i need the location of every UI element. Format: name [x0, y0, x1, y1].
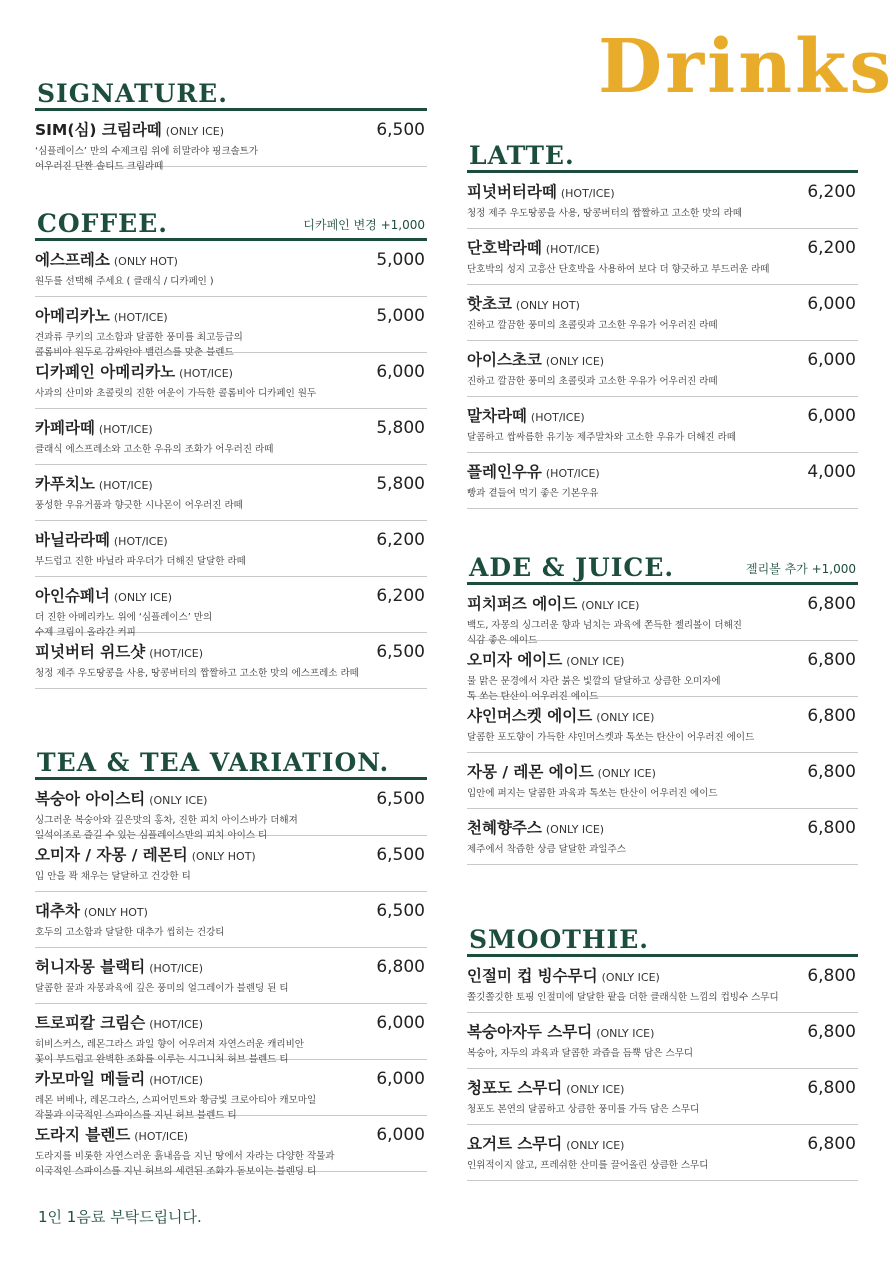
- item-price: 6,500: [376, 845, 425, 865]
- item-price: 6,800: [807, 1134, 856, 1154]
- menu-item: [35, 1004, 427, 1065]
- item-description-line: 일석이조로 즐길 수 있는 심플레이스만의 피치 아이스 티: [35, 830, 268, 841]
- section-header: [35, 68, 427, 111]
- menu-item: [467, 809, 858, 865]
- item-temperature: (ONLY ICE): [566, 1139, 625, 1152]
- item-description-line: 복숭아, 자두의 과육과 달콤한 과즙을 듬뿍 담은 스무디: [467, 1048, 694, 1059]
- item-temperature: (ONLY ICE): [545, 355, 605, 368]
- item-description-line: 입 안을 꽉 채우는 달달하고 건강한 티: [35, 871, 191, 882]
- menu-item: [35, 948, 427, 1004]
- item-name-text: 자몽 / 레몬 에이드: [467, 763, 594, 781]
- section-tea-tea-variation: [35, 732, 427, 1177]
- section-title: SMOOTHIE.: [469, 925, 649, 954]
- section-header: [467, 914, 858, 957]
- page-title: Drinks: [598, 24, 895, 110]
- item-description-line: 이국적인 스파이스를 지닌 허브의 세련된 조화가 돋보이는 블렌딩 티: [35, 1166, 317, 1177]
- item-name-text: 말차라떼: [467, 407, 527, 425]
- item-description-line: 클래식 에스프레소와 고소한 우유의 조화가 어우러진 라떼: [35, 444, 274, 455]
- item-name: [467, 595, 639, 614]
- item-temperature: (HOT/ICE): [149, 1074, 204, 1087]
- item-temperature: (ONLY ICE): [165, 125, 225, 138]
- item-temperature: (HOT/ICE): [149, 962, 204, 975]
- item-description-line: 견과류 쿠키의 고소함과 달콤한 풍미를 최고등급의: [35, 332, 243, 343]
- item-temperature: (HOT/ICE): [179, 367, 233, 380]
- item-price: 6,000: [807, 350, 856, 370]
- item-description-line: 입안에 퍼지는 달콤한 과육과 톡쏘는 탄산이 어우러진 에이드: [467, 788, 718, 799]
- item-name-text: 피넛버터 위드샷: [35, 643, 146, 661]
- menu-item: [467, 585, 858, 646]
- item-description: [467, 486, 818, 501]
- item-description: [467, 1102, 818, 1117]
- menu-item: [467, 173, 858, 229]
- item-description-line: 사과의 산미와 초콜릿의 진한 여운이 가득한 콜롬비아 디카페인 원두: [35, 388, 317, 399]
- item-description: [467, 1158, 818, 1173]
- menu-item: [35, 353, 427, 409]
- section-signature: [35, 68, 427, 172]
- item-description-line: 더 진한 아메리카노 위에 ‘심플레이스’ 만의: [35, 612, 213, 623]
- item-description: [467, 430, 818, 445]
- item-description: [35, 386, 387, 401]
- item-description-line: 쫄깃쫄깃한 토핑 인절미에 달달한 팥을 더한 클래식한 느낌의 컵빙수 스무디: [467, 992, 779, 1003]
- item-name: [35, 121, 224, 140]
- section-smoothie: [467, 914, 858, 1181]
- item-name-text: 복숭아자두 스무디: [467, 1023, 593, 1041]
- item-temperature: (HOT/ICE): [530, 411, 585, 424]
- item-description: [467, 1046, 818, 1061]
- item-description: [35, 869, 387, 884]
- item-description-line: 꽃이 부드럽고 완벽한 조화를 이루는 시그니처 허브 블렌드 티: [35, 1054, 289, 1065]
- item-price: 6,200: [376, 586, 425, 606]
- section-header: [467, 128, 858, 173]
- item-description-line: 레몬 버베나, 레몬그라스, 스피어민트와 황금빛 크로아티아 캐모마일: [35, 1095, 317, 1106]
- item-name-text: 천혜향주스: [467, 819, 542, 837]
- item-price: 6,800: [807, 762, 856, 782]
- menu-item: [35, 241, 427, 297]
- item-price: 6,500: [376, 120, 425, 140]
- item-name: [467, 1135, 624, 1154]
- section-header: [467, 542, 858, 585]
- menu-item: [467, 1069, 858, 1125]
- item-description-line: 식감 좋은 에이드: [467, 635, 538, 646]
- item-temperature: (HOT/ICE): [113, 535, 168, 548]
- item-name: [35, 363, 233, 382]
- item-price: 6,000: [807, 294, 856, 314]
- item-name: [35, 587, 172, 606]
- item-description-line: 수제 크림이 올라간 커피: [35, 627, 136, 638]
- item-name-text: 요거트 스무디: [467, 1135, 563, 1153]
- menu-item: [467, 697, 858, 753]
- item-description: [35, 666, 387, 681]
- item-description-line: 어우러진 단짠 솔티드 크림라떼: [35, 161, 164, 172]
- item-description-line: 풍성한 우유거품과 향긋한 시나몬이 어우러진 라떼: [35, 500, 243, 511]
- item-name-text: 대추차: [35, 902, 80, 920]
- item-temperature: (ONLY ICE): [597, 767, 656, 780]
- menu-item: [35, 836, 427, 892]
- item-price: 6,200: [376, 530, 425, 550]
- menu-item: [467, 453, 858, 509]
- menu-item: [35, 521, 427, 577]
- item-price: 6,000: [376, 1125, 425, 1145]
- item-temperature: (HOT/ICE): [149, 647, 204, 660]
- item-name: [35, 419, 153, 438]
- item-name: [35, 902, 148, 921]
- menu-item: [467, 957, 858, 1013]
- item-description: [467, 374, 818, 389]
- section-title: ADE & JUICE.: [469, 553, 675, 582]
- item-name-text: 도라지 블렌드: [35, 1126, 131, 1144]
- item-description: [467, 262, 818, 277]
- item-description-line: 청정 제주 우도땅콩을 사용, 땅콩버터의 짭짤하고 고소한 맛의 에스프레소 라떼: [35, 668, 359, 679]
- item-description-line: ‘심플레이스’ 만의 수제크림 위에 히말라야 핑크솔트가: [35, 146, 259, 157]
- item-price: 5,800: [376, 418, 425, 438]
- item-temperature: (ONLY ICE): [545, 823, 605, 836]
- item-name: [35, 846, 256, 865]
- item-name: [467, 651, 624, 670]
- item-name-text: SIM(심) 크림라떼: [35, 121, 162, 139]
- item-temperature: (ONLY HOT): [83, 906, 148, 919]
- menu-item: [467, 229, 858, 285]
- item-description: [35, 1149, 387, 1179]
- item-name-text: 아이스초코: [467, 351, 542, 369]
- item-description: [467, 318, 818, 333]
- menu-item: [35, 1060, 427, 1121]
- menu-item: [467, 1125, 858, 1181]
- section-header: [35, 732, 427, 780]
- item-price: 6,200: [807, 182, 856, 202]
- item-name: [35, 643, 203, 662]
- item-name: [467, 351, 604, 370]
- item-description: [35, 442, 387, 457]
- menu-item: [35, 465, 427, 521]
- item-name: [35, 1014, 203, 1033]
- section-title: COFFEE.: [37, 209, 168, 238]
- menu-item: [467, 1013, 858, 1069]
- item-price: 6,800: [376, 957, 425, 977]
- item-name: [467, 295, 580, 314]
- item-name: [467, 1079, 624, 1098]
- item-name-text: 오미자 에이드: [467, 651, 563, 669]
- item-price: 6,500: [376, 642, 425, 662]
- item-name-text: 단호박라떼: [467, 239, 542, 257]
- item-description-line: 호두의 고소함과 달달한 대추가 씹히는 건강티: [35, 927, 225, 938]
- item-name-text: 카푸치노: [35, 475, 95, 493]
- item-description-line: 싱그러운 복숭아와 깊은맛의 홍차, 진한 피치 아이스바가 더해져: [35, 815, 298, 826]
- item-temperature: (HOT/ICE): [545, 467, 600, 480]
- item-name: [35, 307, 168, 326]
- item-description-line: 빵과 곁들여 먹기 좋은 기본우유: [467, 488, 599, 499]
- item-name: [467, 183, 615, 202]
- item-temperature: (ONLY ICE): [596, 711, 655, 724]
- item-price: 5,000: [376, 250, 425, 270]
- menu-item: [467, 341, 858, 397]
- item-price: 6,200: [807, 238, 856, 258]
- menu-item: [35, 297, 427, 358]
- item-description-line: 제주에서 착즙한 상큼 달달한 과일주스: [467, 844, 626, 855]
- item-temperature: (HOT/ICE): [560, 187, 615, 200]
- item-name: [467, 707, 654, 726]
- item-description-line: 원두를 선택해 주세요 ( 클래식 / 디카페인 ): [35, 276, 214, 287]
- item-name-text: 아메리카노: [35, 307, 110, 325]
- item-temperature: (ONLY HOT): [191, 850, 256, 863]
- item-name-text: 청포도 스무디: [467, 1079, 563, 1097]
- menu-item: [35, 633, 427, 689]
- item-price: 5,800: [376, 474, 425, 494]
- item-name: [35, 1070, 203, 1089]
- item-temperature: (ONLY ICE): [566, 1083, 625, 1096]
- item-temperature: (ONLY ICE): [149, 794, 208, 807]
- item-description-line: 청정 제주 우도땅콩을 사용, 땅콩버터의 짭짤하고 고소한 맛의 라떼: [467, 208, 742, 219]
- item-description-line: 달콤한 꿀과 자몽과육에 깊은 풍미의 얼그레이가 블렌딩 된 티: [35, 983, 289, 994]
- item-description-line: 인위적이지 않고, 프레쉬한 산미를 끌어올린 상큼한 스무디: [467, 1160, 709, 1171]
- item-temperature: (HOT/ICE): [98, 479, 153, 492]
- item-description-line: 히비스커스, 레몬그라스 과일 향이 어우러져 자연스러운 캐리비안: [35, 1039, 304, 1050]
- item-price: 5,000: [376, 306, 425, 326]
- menu-item: [35, 1116, 427, 1177]
- item-temperature: (HOT/ICE): [98, 423, 153, 436]
- item-description: [467, 730, 818, 745]
- section-title: TEA & TEA VARIATION.: [37, 748, 390, 777]
- item-temperature: (ONLY HOT): [113, 255, 178, 268]
- item-temperature: (HOT/ICE): [134, 1130, 189, 1143]
- item-description-line: 물 맑은 문경에서 자란 붉은 빛깔의 달달하고 상큼한 오미자에: [467, 676, 721, 687]
- item-price: 6,800: [807, 650, 856, 670]
- item-name: [467, 463, 600, 482]
- item-description-line: 달콤한 포도향이 가득한 샤인머스켓과 톡쏘는 탄산이 어우러진 에이드: [467, 732, 755, 743]
- item-name: [467, 239, 600, 258]
- section-note: 디카페인 변경 +1,000: [303, 218, 425, 232]
- item-description-line: 단호박의 성지 고흥산 단호박을 사용하여 보다 더 향긋하고 부드러운 라떼: [467, 264, 770, 275]
- item-name-text: 에스프레소: [35, 251, 110, 269]
- item-name-text: 카페라떼: [35, 419, 95, 437]
- item-name-text: 복숭아 아이스티: [35, 790, 146, 808]
- item-description: [467, 842, 818, 857]
- item-temperature: (HOT/ICE): [113, 311, 168, 324]
- item-description-line: 달콤하고 쌉싸름한 유기농 제주말차와 고소한 우유가 더해진 라떼: [467, 432, 736, 443]
- item-name: [35, 475, 153, 494]
- item-name-text: 샤인머스켓 에이드: [467, 707, 593, 725]
- menu-item: [467, 641, 858, 702]
- item-name-text: 피넛버터라떼: [467, 183, 557, 201]
- item-price: 6,800: [807, 1078, 856, 1098]
- item-description: [35, 274, 387, 289]
- section-ade-juice: [467, 542, 858, 865]
- item-price: 6,800: [807, 706, 856, 726]
- item-temperature: (ONLY ICE): [581, 599, 640, 612]
- item-name: [467, 819, 604, 838]
- item-name-text: 인절미 컵 빙수무디: [467, 967, 598, 985]
- item-description: [35, 498, 387, 513]
- item-description-line: 톡 쏘는 탄산이 어우러진 에이드: [467, 691, 599, 702]
- item-price: 6,500: [376, 789, 425, 809]
- item-name-text: 플레인우유: [467, 463, 542, 481]
- item-name: [35, 531, 168, 550]
- item-name-text: 디카페인 아메리카노: [35, 363, 176, 381]
- menu-item: [467, 285, 858, 341]
- item-price: 6,000: [807, 406, 856, 426]
- section-title: LATTE.: [469, 141, 575, 170]
- item-description-line: 콜롬비아 원두로 감싸안아 밸런스를 맞춘 블렌드: [35, 347, 234, 358]
- item-name: [35, 790, 207, 809]
- item-name: [467, 1023, 654, 1042]
- item-temperature: (HOT/ICE): [545, 243, 600, 256]
- item-name-text: 오미자 / 자몽 / 레몬티: [35, 846, 188, 864]
- item-description-line: 진하고 깔끔한 풍미의 초콜릿과 고소한 우유가 어우러진 라떼: [467, 320, 718, 331]
- item-price: 6,800: [807, 966, 856, 986]
- item-price: 6,000: [376, 1013, 425, 1033]
- item-name-text: 피치퍼즈 에이드: [467, 595, 578, 613]
- section-header: [35, 196, 427, 241]
- menu-item: [35, 892, 427, 948]
- footer-note: 1인 1음료 부탁드립니다.: [38, 1208, 202, 1226]
- item-name-text: 트로피칼 크림슨: [35, 1014, 146, 1032]
- item-description: [35, 981, 387, 996]
- item-description-line: 진하고 깔끔한 풍미의 초콜릿과 고소한 우유가 어우러진 라떼: [467, 376, 718, 387]
- item-temperature: (ONLY ICE): [566, 655, 625, 668]
- section-coffee: [35, 196, 427, 689]
- item-description: [467, 206, 818, 221]
- item-temperature: (ONLY ICE): [601, 971, 660, 984]
- item-temperature: (HOT/ICE): [149, 1018, 204, 1031]
- item-name-text: 바닐라라떼: [35, 531, 110, 549]
- item-description: [35, 144, 387, 174]
- item-description-line: 부드럽고 진한 바닐라 파우더가 더해진 달달한 라떼: [35, 556, 246, 567]
- item-name-text: 핫초코: [467, 295, 512, 313]
- menu-item: [467, 397, 858, 453]
- item-price: 6,000: [376, 1069, 425, 1089]
- menu-item: [35, 780, 427, 841]
- item-name-text: 카모마일 메들리: [35, 1070, 146, 1088]
- item-price: 4,000: [807, 462, 856, 482]
- item-description-line: 도라지를 비롯한 자연스러운 흙내음을 지닌 땅에서 자라는 다양한 작물과: [35, 1151, 335, 1162]
- item-description: [467, 786, 818, 801]
- item-temperature: (ONLY HOT): [515, 299, 580, 312]
- item-description-line: 작물과 이국적인 스파이스를 지닌 허브 블렌드 티: [35, 1110, 237, 1121]
- item-name: [35, 251, 178, 270]
- item-price: 6,800: [807, 1022, 856, 1042]
- item-name-text: 허니자몽 블랙티: [35, 958, 146, 976]
- menu-item: [35, 111, 427, 172]
- item-description: [35, 925, 387, 940]
- item-temperature: (ONLY ICE): [596, 1027, 655, 1040]
- item-price: 6,000: [376, 362, 425, 382]
- item-description-line: 청포도 본연의 달콤하고 상큼한 풍미를 가득 담은 스무디: [467, 1104, 700, 1115]
- item-name: [467, 763, 656, 782]
- menu-item: [35, 409, 427, 465]
- item-price: 6,800: [807, 594, 856, 614]
- item-description-line: 백도, 자몽의 싱그러운 향과 넘치는 과육에 쫀득한 젤리볼이 더해진: [467, 620, 742, 631]
- section-title: SIGNATURE.: [37, 79, 228, 108]
- item-name: [467, 407, 585, 426]
- item-description: [35, 554, 387, 569]
- item-name: [35, 958, 203, 977]
- section-note: 젤리볼 추가 +1,000: [746, 562, 856, 576]
- item-price: 6,800: [807, 818, 856, 838]
- menu-item: [467, 753, 858, 809]
- menu-item: [35, 577, 427, 638]
- item-temperature: (ONLY ICE): [113, 591, 173, 604]
- section-latte: [467, 128, 858, 509]
- item-name-text: 아인슈페너: [35, 587, 110, 605]
- item-name: [467, 967, 660, 986]
- item-price: 6,500: [376, 901, 425, 921]
- item-name: [35, 1126, 188, 1145]
- item-description: [467, 990, 818, 1005]
